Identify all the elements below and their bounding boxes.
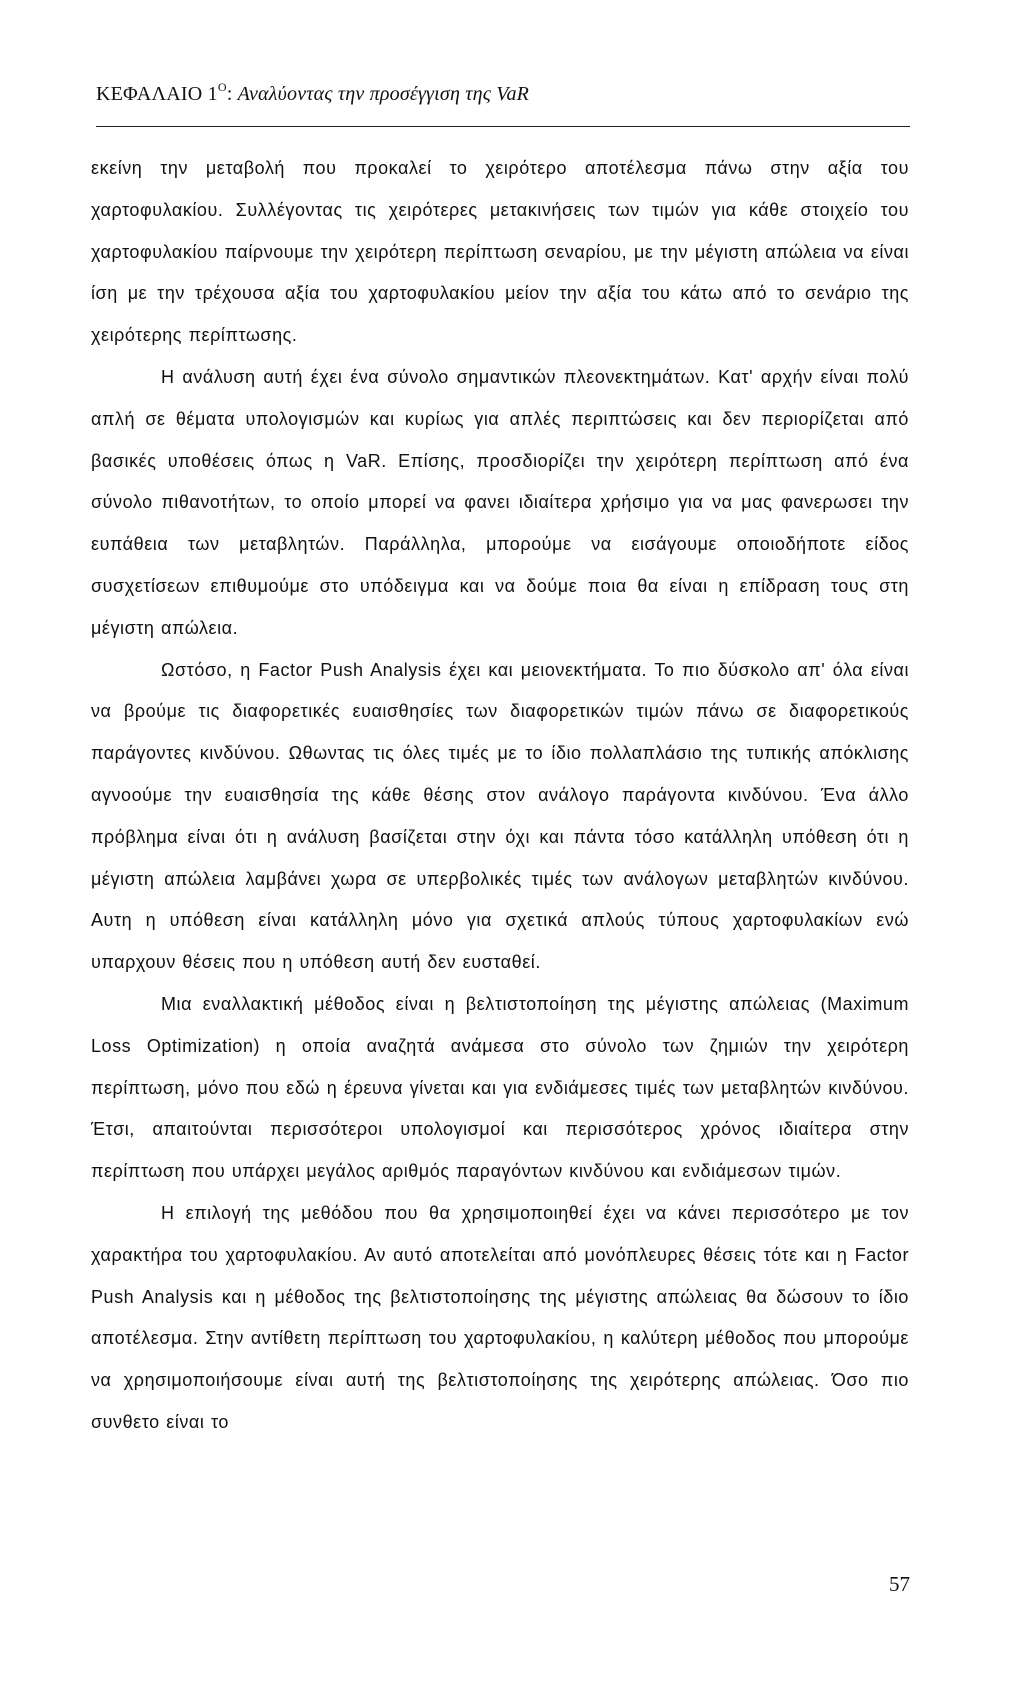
running-header [96, 80, 529, 106]
chapter-label: ΚΕΦΑΛΑΙΟ 1 [96, 83, 218, 105]
chapter-subtitle: Αναλύοντας την προσέγγιση της VaR [237, 83, 530, 105]
header-divider [96, 126, 910, 127]
paragraph-4: Μια εναλλακτική μέθοδος είναι η βελτιστοποίηση της μέγιστης απώλειας (Maximum Loss Optimization) η οποία αναζητά ανάμεσα στο σύνολο των ζημιών την χειρότερη περίπτωση, μόνο που εδώ η έρευνα γίνεται και για ενδιάμεσες τιμές των μεταβλητών κινδύνου. Έτσι, απαιτούνται περισσότεροι υπολογισμοί και περισσότερος χρόνος ιδιαίτερα στην περίπτωση που υπάρχει μεγάλος αριθμός παραγόντων κινδύνου και ενδιάμεσων τιμών. [91, 993, 909, 1182]
page-number: 57 [889, 1572, 910, 1596]
paragraph-2: Η ανάλυση αυτή έχει ένα σύνολο σημαντικών πλεονεκτημάτων. Κατ' αρχήν είναι πολύ απλή σε θέματα υπολογισμών και κυρίως για απλές περιπτώσεις και δεν περιορίζεται από βασικές υποθέσεις όπως η VaR. Επίσης, προσδιορίζει την χειρότερη περίπτωση από ένα σύνολο πιθανοτήτων, το οποίο μπορεί να φανει ιδιαίτερα χρήσιμο για να μας φανερωσει την ευπάθεια των μεταβλητών. Παράλληλα, μπορούμε να εισάγουμε οποιοδήποτε είδος συσχετίσεων επιθυμούμε στο υπόδειγμα και να δούμε ποια θα είναι η επίδραση τους στη μέγιστη απώλεια. [91, 366, 909, 638]
body-text [91, 148, 909, 1444]
paragraph-3: Ωστόσο, η Factor Push Analysis έχει και μειονεκτήματα. Το πιο δύσκολο απ' όλα είναι να βρούμε τις διαφορετικές ευαισθησίες των διαφορετικών τιμών πάνω σε διαφορετικούς παράγοντες κινδύνου. Ωθωντας τις όλες τιμές με το ίδιο πολλαπλάσιο της τυπικής απόκλισης αγνοούμε την ευαισθησία της κάθε θέσης στον ανάλογο παράγοντα κινδύνου. Ένα άλλο πρόβλημα είναι ότι η ανάλυση βασίζεται στην όχι και πάντα τόσο κατάλληλη υπόθεση ότι η μέγιστη απώλεια λαμβάνει χωρα σε υπερβολικές τιμές των ανάλογων μεταβλητών κινδύνου. Αυτη η υπόθεση είναι κατάλληλη μόνο για σχετικά απλούς τύπους χαρτοφυλακίων ενώ υπαρχουν θέσεις που η υπόθεση αυτή δεν ευσταθεί. [91, 659, 909, 973]
chapter-separator: : [226, 83, 233, 105]
paragraph-1: εκείνη την μεταβολή που προκαλεί το χειρότερο αποτέλεσμα πάνω στην αξία του χαρτοφυλακίου. Συλλέγοντας τις χειρότερες μετακινήσεις των τιμών για κάθε στοιχείο του χαρτοφυλακίου παίρνουμε την χειρότερη περίπτωση σεναρίου, με την μέγιστη απώλεια να είναι ίση με την τρέχουσα αξία του χαρτοφυλακίου μείον την αξία του κάτω από το σενάριο της χειρότερης περίπτωσης. [91, 158, 909, 346]
chapter-superscript: Ο [217, 80, 227, 94]
paragraph-5: Η επιλογή της μεθόδου που θα χρησιμοποιηθεί έχει να κάνει περισσότερο με τον χαρακτήρα του χαρτοφυλακίου. Αν αυτό αποτελείται από μονόπλευρες θέσεις τότε και η Factor Push Analysis και η μέθοδος της βελτιστοποίησης της μέγιστης απώλειας θα δώσουν το ίδιο αποτέλεσμα. Στην αντίθετη περίπτωση του χαρτοφυλακίου, η καλύτερη μέθοδος που μπορούμε να χρησιμοποιήσουμε είναι αυτή της βελτιστοποίησης της χειρότερης απώλειας. Όσο πιο συνθετο είναι το [91, 1202, 909, 1432]
